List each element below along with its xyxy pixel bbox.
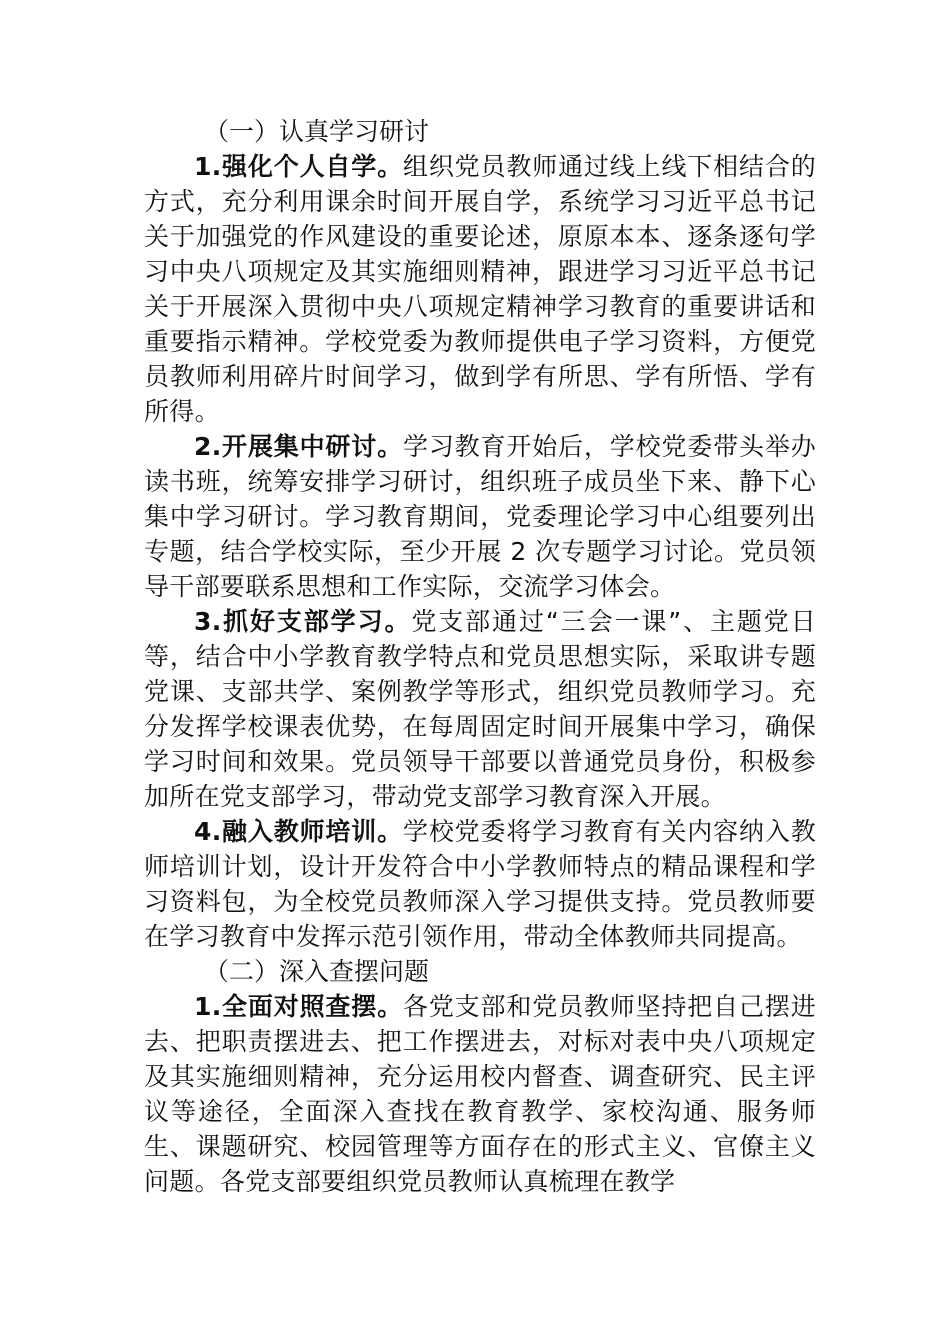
paragraph-lead: 1.全面对照查摆。	[194, 992, 403, 1021]
paragraph	[144, 814, 816, 954]
paragraph-lead: 4.融入教师培训。	[194, 817, 403, 846]
document-body	[144, 114, 816, 1199]
paragraph-body: 学校党委将学习教育有关内容纳入教师培训计划，设计开发符合中小学教师特点的精品课程和学习资料包，为全校党员教师深入学习提供支持。党员教师要在学习教育中发挥示范引领作用，带动全体教师共同提高。	[144, 817, 816, 951]
paragraph	[144, 429, 816, 604]
section-heading: （一）认真学习研讨	[204, 117, 430, 146]
paragraph	[144, 604, 816, 814]
paragraph-body: 学习教育开始后，学校党委带头举办读书班，统筹安排学习研讨，组织班子成员坐下来、静下心集中学习研讨。学习教育期间，党委理论学习中心组要列出专题，结合学校实际，至少开展 2 次专题学习讨论。党员领导干部要联系思想和工作实际，交流学习体会。	[144, 432, 816, 601]
section-heading: （二）深入查摆问题	[204, 957, 430, 986]
paragraph	[144, 149, 816, 429]
paragraph-lead: 2.开展集中研讨。	[194, 432, 403, 461]
paragraph-body: 各党支部和党员教师坚持把自己摆进去、把职责摆进去、把工作摆进去，对标对表中央八项规定及其实施细则精神，充分运用校内督查、调查研究、民主评议等途径，全面深入查找在教育教学、家校沟通、服务师生、课题研究、校园管理等方面存在的形式主义、官僚主义问题。各党支部要组织党员教师认真梳理在教学	[144, 992, 816, 1196]
paragraph-body: 党支部通过“三会一课”、主题党日等，结合中小学教育教学特点和党员思想实际，采取讲专题党课、支部共学、案例教学等形式，组织党员教师学习。充分发挥学校课表优势，在每周固定时间开展集中学习，确保学习时间和效果。党员领导干部要以普通党员身份，积极参加所在党支部学习，带动党支部学习教育深入开展。	[144, 607, 816, 811]
paragraph-lead: 3.抓好支部学习。	[194, 607, 412, 636]
paragraph-body: 组织党员教师通过线上线下相结合的方式，充分利用课余时间开展自学，系统学习习近平总书记关于加强党的作风建设的重要论述，原原本本、逐条逐句学习中央八项规定及其实施细则精神，跟进学习习近平总书记关于开展深入贯彻中央八项规定精神学习教育的重要讲话和重要指示精神。学校党委为教师提供电子学习资料，方便党员教师利用碎片时间学习，做到学有所思、学有所悟、学有所得。	[144, 152, 816, 426]
paragraph	[144, 989, 816, 1199]
paragraph-lead: 1.强化个人自学。	[194, 152, 403, 181]
